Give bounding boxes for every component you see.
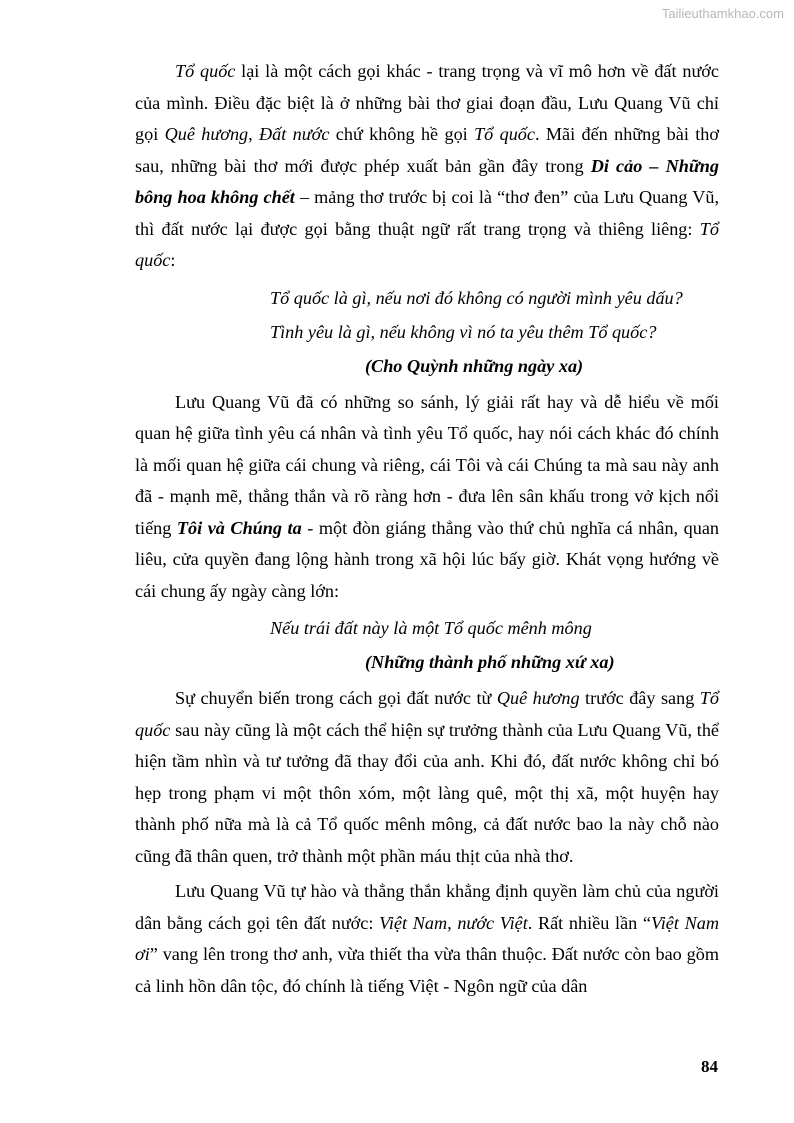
text-run: : [170,250,176,270]
text-run: . Rất nhiều lần “ [527,912,651,933]
paragraph-1 [135,56,719,277]
page-number: 84 [701,1057,718,1076]
text-run: Sự chuyển biến trong cách gọi đất nước từ [175,688,497,708]
text-run: Lưu Quang Vũ tự hào và thẳng thắn khẳng định quyền làm chủ của người dân bằng cách gọi tên đất nước: [135,881,719,933]
italic-term: Việt Nam ơi [135,912,719,964]
text-run: ” vang lên trong thơ anh, vừa thiết tha vừa thân thuộc. Đất nước còn bao gồm cả linh hồn dân tộc, đó chính là tiếng Việt - Ngôn ngữ của dân [135,944,719,996]
play-title: Tôi và Chúng ta [176,517,302,538]
verse-line: Nếu trái đất này là một Tổ quốc mênh mông [270,618,592,638]
text-run: chứ không hề gọi [329,124,475,144]
text-run: trước đây sang [579,688,700,708]
paragraph-2 [135,387,719,608]
text-run: sau này cũng là một cách thể hiện sự trưởng thành của Lưu Quang Vũ, thể hiện tầm nhìn và tư tưởng đã thay đổi của anh. Khi đó, đất nước không chỉ bó hẹp trong phạm vi một thôn xóm, một làng quê, một thị xã, một huyện hay thành phố nữa mà là cả Tổ quốc mênh mông, cả đất nước bao la này chỗ nào cũng đã thân quen, trở thành một phần máu thịt của nhà thơ. [135,719,719,866]
italic-term: Tổ quốc [175,61,236,81]
page-body [135,56,719,1002]
text-run: - một đòn giáng thẳng vào thứ chủ nghĩa cá nhân, quan liêu, cửa quyền đang lộng hành trong xã hội lúc bấy giờ. Khát vọng hướng về cái chung ấy ngày càng lớn: [135,517,720,601]
text-run: Lưu Quang Vũ đã có những so sánh, lý giải rất hay và dễ hiểu về mối quan hệ giữa tình yêu cá nhân và tình yêu Tổ quốc, hay nói cách khác đó chính là mối quan hệ giữa cái chung và riêng, cái Tôi và cái Chúng ta mà sau này anh đã - mạnh mẽ, thẳng thắn và rõ ràng hơn - đưa lên sân khấu trong vở kịch nổi tiếng [135,391,719,538]
italic-term: Việt Nam, nước Việt [379,912,528,933]
italic-term: Tổ quốc [474,124,535,144]
verse-line: Tổ quốc là gì, nếu nơi đó không có người mình yêu dấu? [270,287,683,308]
italic-term: Quê hương, Đất nước [164,124,330,144]
italic-term: Quê hương [496,688,580,708]
italic-term: Tổ quốc [135,688,719,740]
verse-line: Tình yêu là gì, nếu không vì nó ta yêu thêm Tổ quốc? [270,321,657,342]
text-run: – mảng thơ trước bị coi là “thơ đen” của Lưu Quang Vũ, thì đất nước lại được gọi bằng thuật ngữ rất trang trọng và thiêng liêng: [135,187,719,239]
verse-source: (Cho Quỳnh những ngày xa) [365,355,584,376]
paragraph-3 [135,683,719,872]
verse-source: (Những thành phố những xứ xa) [365,652,615,672]
italic-term: Tổ quốc [135,218,719,270]
watermark: Tailieuthamkhao.com [661,6,784,21]
paragraph-4 [135,876,719,1002]
text-run: . Mãi đến những bài thơ sau, những bài thơ mới được phép xuất bản gần đây trong [135,124,719,176]
book-title: Di cảo – Những bông hoa không chết [135,155,719,207]
text-run: lại là một cách gọi khác - trang trọng và vĩ mô hơn về đất nước của mình. Điều đặc biệt là ở những bài thơ giai đoạn đầu, Lưu Quang Vũ chỉ gọi [135,61,720,144]
